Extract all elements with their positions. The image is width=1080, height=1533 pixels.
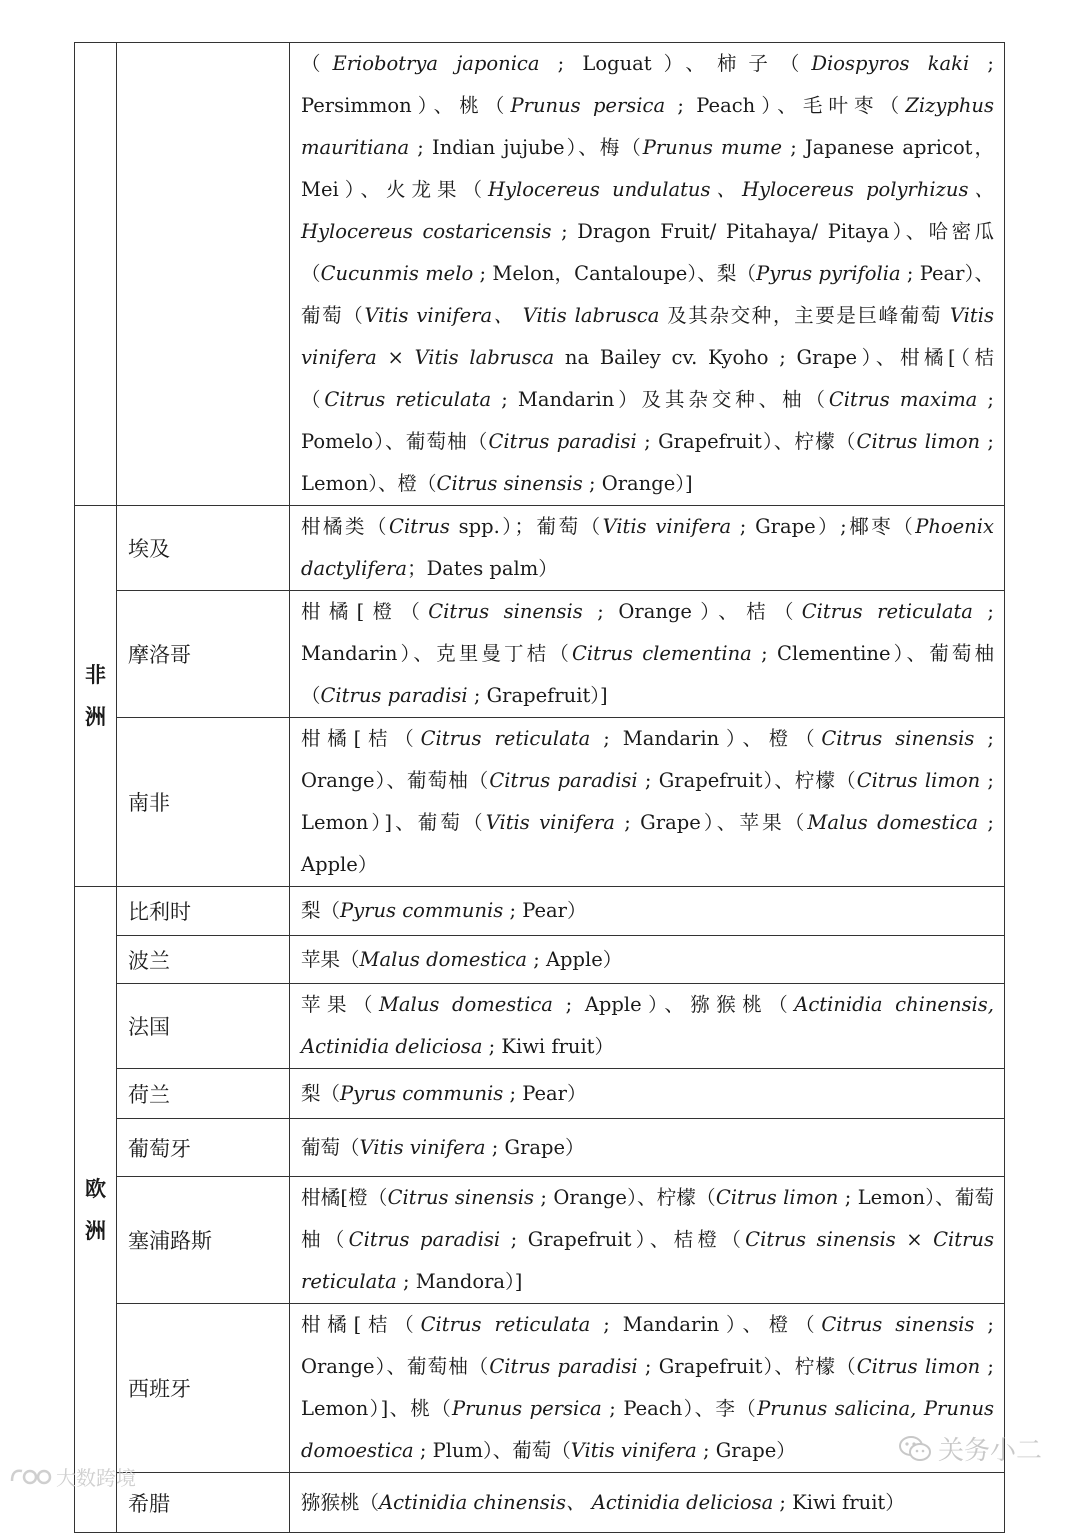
region-label: 非洲 [85,663,106,729]
species-text: ; Peach）、李（ [601,1397,758,1420]
wechat-icon [898,1435,932,1463]
scientific-name: Vitis vinifera [359,1135,486,1159]
species-text: ; Grapefruit）、柠檬（ [636,430,857,453]
species-text: ; Melon，Cantaloupe）、梨（ [473,262,757,285]
country-name: 荷兰 [128,1082,170,1107]
country-cell [117,936,290,984]
species-text: 柑橘类（ [301,515,390,538]
table-row [75,1177,1005,1304]
species-text: 柑橘[橙（ [301,600,429,623]
scientific-name: Prunus mume [642,136,783,159]
species-cell [290,718,1005,887]
country-name: 波兰 [128,948,170,973]
species-text: ; Grape）;椰枣（ [731,515,916,538]
species-text: spp.）；葡萄（ [449,515,603,538]
species-text: ; Clementine）、葡萄柚（ [301,642,994,707]
table-row [75,1119,1005,1177]
table-row [75,591,1005,718]
species-cell [290,936,1005,984]
table-row [75,43,1005,506]
species-cell [290,1177,1005,1304]
scientific-name: Citrus reticulata [324,388,492,411]
scientific-name: Citrus paradisi [489,769,638,792]
species-text: 苹果（ [301,947,360,971]
species-text: 梨（ [301,899,341,922]
species-text: 及其杂交种，主要是巨峰葡萄 [659,304,950,327]
species-text: 柑橘[橙（ [301,1186,388,1209]
species-cell [290,1119,1005,1177]
region-cell [75,887,117,1533]
country-cell [117,887,290,936]
scientific-name: Vitis vinifera、 Vitis labrusca [364,304,660,327]
country-cell [117,506,290,591]
country-cell [117,591,290,718]
country-cell [117,718,290,887]
species-text: ; Mandarin）、橙（ [590,727,822,750]
species-text: ; Orange）] [582,472,693,495]
scientific-name: Citrus paradisi [320,684,468,707]
table-row [75,506,1005,591]
species-text: ; Grapefruit）、柠檬（ [637,1355,857,1378]
scientific-name: Citrus sinensis [428,600,583,623]
species-text: ; Mandarin）、克里曼丁桔（ [301,600,994,665]
species-text: ; Japanese apricot，Mei）、火龙果（ [301,136,994,201]
scientific-name: Citrus reticulata [420,727,591,750]
species-text: ; Pear） [503,899,587,922]
country-name: 葡萄牙 [128,1136,191,1161]
scientific-name: Citrus limon [856,769,981,792]
species-text: ; Dragon Fruit/ Pitahaya/ Pitaya）、哈密瓜（ [301,220,995,285]
country-name: 南非 [128,791,170,815]
species-text: 梨（ [301,1081,341,1105]
scientific-name: Malus domestica [807,811,979,834]
scientific-name: Citrus clementina [571,642,752,665]
scientific-name: Pyrus communis [340,1081,504,1105]
scientific-name: Citrus maxima [828,388,978,411]
species-text: ; Apple） [527,947,623,971]
scientific-name: Eriobotrya japonica [332,52,540,75]
species-text: ; Plum）、葡萄（ [413,1439,571,1462]
species-text: ; Grapefruit）、桔橙（ [500,1228,746,1251]
scientific-name: Vitis vinifera [602,515,732,538]
species-text: ; Orange）、葡萄柚（ [301,1313,994,1378]
region-label: 欧洲 [85,1176,106,1243]
scientific-name: Citrus paradisi [488,430,637,453]
species-text: ; Indian jujube）、梅（ [409,136,643,159]
species-text: ; Pear）、葡萄（ [301,262,994,327]
scientific-name: Phoenix dactylifera [301,515,994,580]
country-cell [117,984,290,1069]
species-text: ; Orange）、桔（ [582,600,802,623]
species-text: ; Kiwi fruit） [773,1490,905,1514]
table-row [75,1473,1005,1533]
watermark-left-text: 大数跨境 [56,1466,136,1490]
table-row [75,984,1005,1069]
scientific-name: Prunus persica [510,94,666,117]
species-text: 柑橘[桔（ [301,727,421,750]
species-text: ; Lemon）、橙（ [301,430,994,495]
species-cell [290,984,1005,1069]
species-text: 猕猴桃（ [301,1490,380,1514]
watermark-right-text: 关务小二 [937,1436,1042,1466]
scientific-name: Citrus paradisi [489,1355,638,1378]
species-text: ; Orange）、柠檬（ [534,1186,716,1209]
table-row [75,887,1005,936]
scientific-name: Prunus salicina, Prunus domoestica [301,1397,995,1462]
table-row [75,1304,1005,1473]
species-text: 苹果（ [301,993,379,1016]
species-text: ; Mandarin）、橙（ [590,1313,822,1336]
country-name: 摩洛哥 [128,643,191,667]
scientific-name: Citrus sinensis [387,1186,535,1209]
scientific-name: Citrus reticulata [420,1313,591,1336]
species-text: ; Grape） [485,1135,585,1159]
species-text: ; Grape） [696,1439,796,1462]
scientific-name: Diospyros kaki [811,52,970,75]
species-text: ; Orange）、葡萄柚（ [301,727,994,792]
country-name: 法国 [128,1015,170,1039]
country-name: 西班牙 [128,1377,191,1401]
country-cell [117,1119,290,1177]
country-cell [117,1069,290,1119]
scientific-name: Cucunmis melo [320,262,474,285]
scientific-name: Citrus paradisi [348,1228,501,1251]
table-row [75,718,1005,887]
scientific-name: Hylocereus undulatus、Hylocereus polyrhizus、 Hylocereus costaricensis [301,178,994,243]
scientific-name: Citrus [389,515,450,538]
species-text: ; Mandarin）及其杂交种、柚（ [491,388,829,411]
scientific-name: Prunus persica [452,1397,602,1420]
scientific-name: Malus domestica [359,947,527,971]
scientific-name: Citrus sinensis [821,727,975,750]
watermark-right [898,1430,1042,1467]
species-cell [290,1069,1005,1119]
scientific-name: Citrus limon [856,430,981,453]
scientific-name: Citrus sinensis [821,1313,975,1336]
species-cell [290,887,1005,936]
scientific-name: Citrus reticulata [801,600,973,623]
table-body [75,43,1005,1533]
species-cell [290,591,1005,718]
brand-logo-icon [8,1465,52,1489]
watermark-left [8,1462,136,1491]
species-text: ; Pomelo）、葡萄柚（ [301,388,994,453]
scientific-name: Actinidia chinensis, Actinidia deliciosa [301,993,994,1058]
scientific-name: Vitis vinifera × Vitis labrusca [301,304,994,369]
country-name: 希腊 [128,1491,170,1516]
country-cell [117,1473,290,1533]
species-text: 葡萄（ [301,1135,360,1159]
species-cell [290,506,1005,591]
species-text: na Bailey cv. Kyoho ; Grape）、柑橘[（桔（ [301,346,994,411]
species-cell [290,43,1005,506]
species-text: ; Lemon）]、桃（ [301,1355,994,1420]
species-text: ; Grapefruit）、柠檬（ [637,769,857,792]
species-text: （ [301,52,333,75]
species-text: ；Dates palm） [407,557,558,580]
species-text: ; Persimmon）、桃（ [301,52,994,117]
table-row [75,1069,1005,1119]
country-name: 埃及 [128,537,170,561]
scientific-name: Citrus limon [715,1186,839,1209]
table-row [75,936,1005,984]
species-text: ; Peach）、毛叶枣（ [665,94,906,117]
country-name: 塞浦路斯 [128,1229,212,1253]
scientific-name: Citrus sinensis × Citrus reticulata [301,1228,994,1293]
species-text: ; Loguat）、柿子（ [539,52,812,75]
country-cell [117,1177,290,1304]
species-text: ; Kiwi fruit） [482,1035,615,1058]
country-name: 比利时 [128,900,191,924]
species-text: ; Mandora）] [396,1270,523,1293]
species-text: ; Grapefruit）] [467,684,608,707]
region-cell [75,43,117,506]
scientific-name: Pyrus pyrifolia [756,262,901,285]
scientific-name: Malus domestica [378,993,553,1016]
species-text: 柑橘[桔（ [301,1313,421,1336]
species-text: ; Apple）、猕猴桃（ [552,993,795,1016]
scientific-name: Citrus limon [856,1355,981,1378]
region-cell [75,506,117,887]
scientific-name: Vitis vinifera [485,811,615,834]
species-text: ; Pear） [503,1081,587,1105]
scientific-name: Pyrus communis [340,899,504,922]
scientific-name: Citrus sinensis [436,472,583,495]
species-text: ; Grape）、苹果（ [614,811,808,834]
country-cell [117,1304,290,1473]
species-text: ; Apple） [301,811,994,876]
species-cell [290,1473,1005,1533]
scientific-name: Actinidia chinensis、 Actinidia deliciosa [379,1490,774,1514]
species-text: ; Lemon）、葡萄柚（ [301,1186,995,1251]
fruit-import-table [74,42,1005,1533]
species-text: ; Lemon）]、葡萄（ [301,769,994,834]
country-cell [117,43,290,506]
scientific-name: Vitis vinifera [570,1439,697,1462]
scientific-name: Zizyphus mauritiana [301,94,994,159]
